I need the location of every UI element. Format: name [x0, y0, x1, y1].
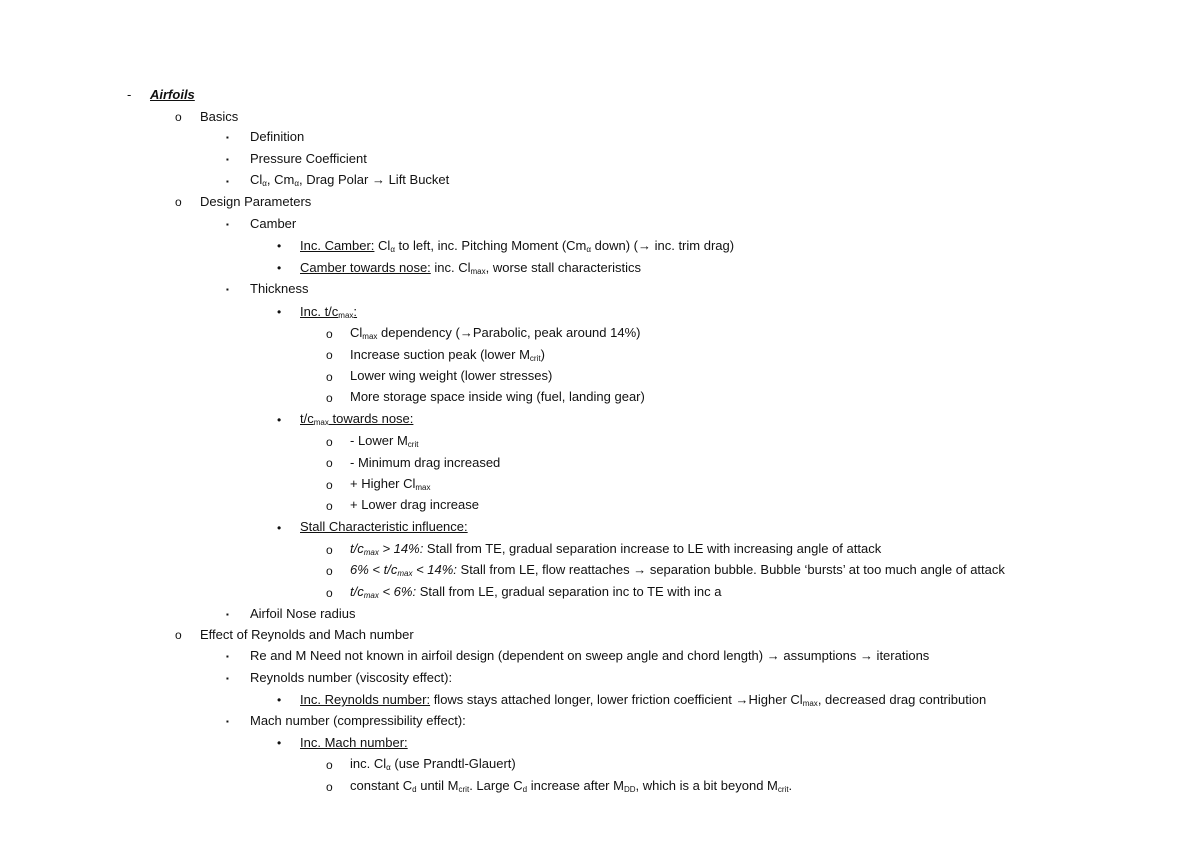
pressure-coefficient-item: Pressure Coefficient: [250, 151, 367, 166]
square-bullet: ▪: [226, 155, 229, 164]
square-bullet: ▪: [226, 674, 229, 683]
dot-bullet: •: [277, 521, 282, 535]
square-bullet: ▪: [226, 220, 229, 229]
design-parameters-heading: Design Parameters: [200, 194, 312, 209]
inc-tc-item: Increase suction peak (lower $M_{crit}$): [350, 347, 545, 363]
circle-bullet: o: [326, 348, 333, 362]
dot-bullet: •: [277, 413, 282, 427]
dash-bullet: -: [127, 87, 132, 102]
arrow-icon: →: [459, 325, 473, 340]
re-m-need-item: Re and M Need not known in airfoil design (dependent on sweep angle and chord length) → assumptions → iterations: [250, 648, 930, 663]
circle-bullet: o: [326, 780, 333, 794]
stall-item: $t/c_{max} > 14\%$: Stall from TE, gradual separation increase to LE with increasing angle of attack: [350, 541, 882, 557]
inc-camber-item: Inc. Camber: $Cl_\alpha$ to left, inc. Pitching Moment ($Cm_\alpha$ down) (→ inc. trim drag): [300, 238, 735, 254]
square-bullet: ▪: [226, 133, 229, 142]
arrow-icon: →: [859, 648, 873, 663]
stall-item: $6\% < t/c_{max} < 14\%$: Stall from LE, flow reattaches → separation bubble. Bubble ‘bursts’ at too much angle of attack: [350, 562, 1005, 578]
arrow-icon: →: [633, 562, 647, 577]
dot-bullet: •: [277, 261, 282, 275]
mach-item: inc. $Cl_\alpha$ (use Prandtl-Glauert): [350, 756, 516, 772]
circle-bullet: o: [175, 110, 182, 124]
inc-tc-heading: Inc. $t/c_{max}$:: [300, 304, 358, 320]
arrow-icon: →: [637, 238, 651, 253]
circle-bullet: o: [326, 478, 333, 492]
reynolds-heading: Reynolds number (viscosity effect):: [250, 670, 453, 685]
dot-bullet: •: [277, 305, 282, 319]
polar-item: $Cl_\alpha$, $Cm_\alpha$, Drag Polar → Lift Bucket: [250, 172, 450, 188]
definition-item: Definition: [250, 129, 305, 144]
thickness-heading: Thickness: [250, 281, 309, 296]
nose-item: + Lower drag increase: [350, 497, 479, 512]
arrow-icon: →: [371, 172, 385, 187]
circle-bullet: o: [326, 370, 333, 384]
square-bullet: ▪: [226, 717, 229, 726]
circle-bullet: o: [326, 543, 333, 557]
arrow-icon: →: [766, 648, 780, 663]
camber-heading: Camber: [250, 216, 297, 231]
dot-bullet: •: [277, 693, 282, 707]
mach-item: constant $C_d$ until $M_{crit}$. Large $C_d$ increase after $M_{DD}$, which is a bit beyond $M_{crit}$.: [350, 778, 793, 794]
nose-item: + Higher $Cl_{max}$: [350, 476, 431, 492]
dot-bullet: •: [277, 736, 282, 750]
tc-towards-nose-heading: $t/c_{max}$ towards nose:: [300, 411, 414, 427]
stall-item: $t/c_{max} < 6\%$: Stall from LE, gradual separation inc to TE with inc a: [350, 584, 722, 600]
basics-heading: Basics: [200, 109, 239, 124]
circle-bullet: o: [326, 758, 333, 772]
inc-mach-heading: Inc. Mach number:: [300, 735, 408, 750]
circle-bullet: o: [326, 391, 333, 405]
inc-tc-item: Lower wing weight (lower stresses): [350, 368, 553, 383]
circle-bullet: o: [326, 586, 333, 600]
circle-bullet: o: [175, 628, 182, 642]
stall-heading: Stall Characteristic influence:: [300, 519, 468, 534]
circle-bullet: o: [326, 456, 333, 470]
arrow-icon: →: [735, 692, 749, 707]
circle-bullet: o: [326, 499, 333, 513]
reynolds-mach-heading: Effect of Reynolds and Mach number: [200, 627, 414, 642]
nose-item: - Lower $M_{crit}$: [350, 433, 419, 449]
camber-towards-nose-item: Camber towards nose: inc. $Cl_{max}$, worse stall characteristics: [300, 260, 641, 276]
circle-bullet: o: [326, 435, 333, 449]
square-bullet: ▪: [226, 177, 229, 186]
section-title: Airfoils: [150, 87, 195, 102]
inc-tc-item: More storage space inside wing (fuel, landing gear): [350, 389, 645, 404]
mach-heading: Mach number (compressibility effect):: [250, 713, 466, 728]
circle-bullet: o: [326, 327, 333, 341]
inc-reynolds-item: Inc. Reynolds number: flows stays attached longer, lower friction coefficient →Higher $Cl_{max}$, decreased drag contribution: [300, 692, 987, 708]
square-bullet: ▪: [226, 652, 229, 661]
circle-bullet: o: [326, 564, 333, 578]
square-bullet: ▪: [226, 610, 229, 619]
dot-bullet: •: [277, 239, 282, 253]
nose-radius-item: Airfoil Nose radius: [250, 606, 356, 621]
circle-bullet: o: [175, 195, 182, 209]
nose-item: - Minimum drag increased: [350, 455, 501, 470]
inc-tc-item: $Cl_{max}$ dependency (→Parabolic, peak around 14%): [350, 325, 641, 341]
square-bullet: ▪: [226, 285, 229, 294]
